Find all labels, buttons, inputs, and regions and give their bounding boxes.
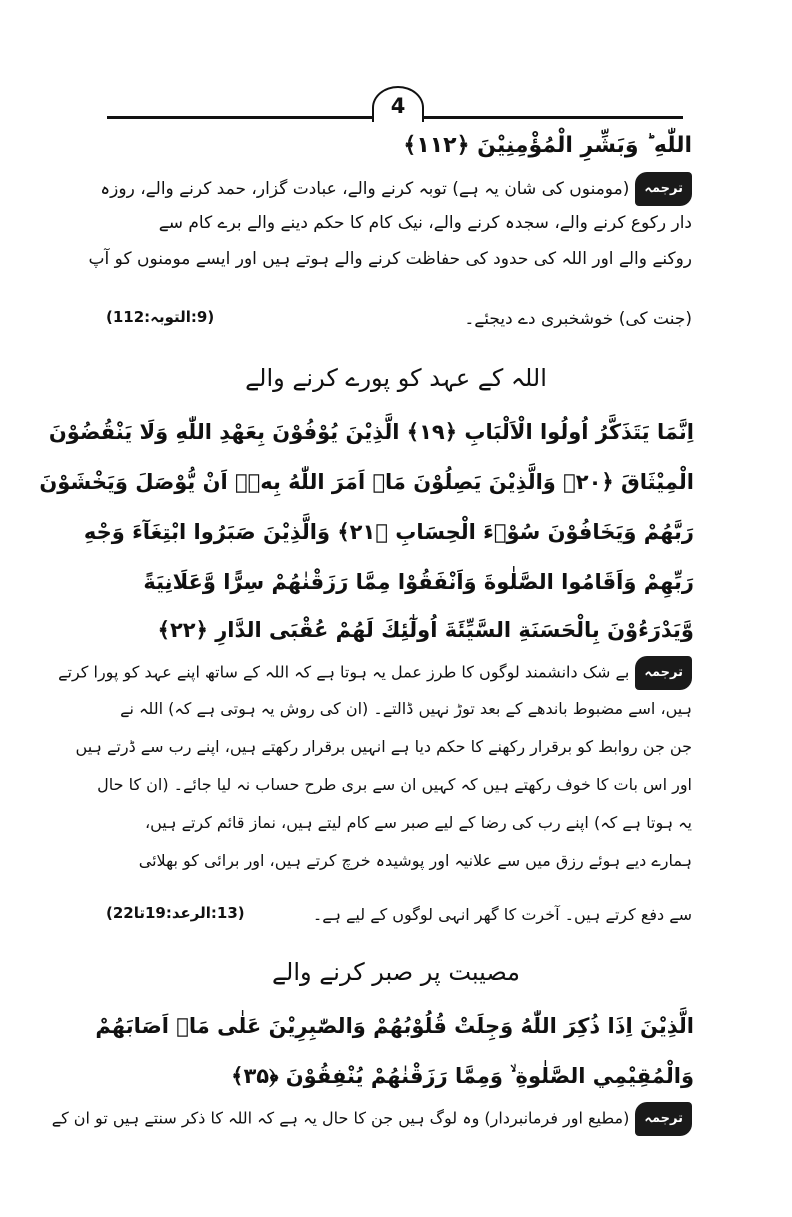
arabic-verse-line: اِنَّمَا يَتَذَكَّرُ اُولُوا الْاَلْبَابِ ﴿۱۹﴾ الَّذِيْنَ يُوْفُوْنَ بِعَهْدِ اللّٰهِ وَلَا يَنْقُضُوْنَ bbox=[48, 420, 694, 444]
translation-line: دار رکوع کرنے والے، سجدہ کرنے والے، نیک کام کا حکم دینے والے برے کام سے bbox=[158, 213, 692, 233]
translation-badge: ترجمہ bbox=[635, 172, 692, 206]
translation-line: ہیں، اسے مضبوط باندھے کے بعد توڑ نہیں ڈالتے۔ (ان کی روش یہ ہوتی ہے کہ) اللہ نے bbox=[120, 699, 692, 718]
translation-line: ترجمہ(مطیع اور فرمانبردار) وہ لوگ ہیں جن کا حال یہ ہے کہ اللہ کا ذکر سنتے ہیں تو ان کے bbox=[100, 1102, 692, 1136]
page-number: 4 bbox=[372, 86, 424, 122]
verse-reference: (13:الرعد:19تا22) bbox=[106, 904, 245, 922]
translation-line: یہ ہوتا ہے کہ) اپنے رب کی رضا کے لیے صبر سے کام لیتے ہیں، نماز قائم کرتے ہیں، bbox=[144, 813, 692, 832]
arabic-verse-line: رَبَّهُمْ وَيَخَافُوْنَ سُوْۤءَ الْحِسَابِ ﴿۲۱﴾ وَالَّذِيْنَ صَبَرُوا ابْتِغَآءَ وَجْهِ bbox=[83, 520, 694, 544]
translation-line: (جنت کی) خوشخبری دے دیجئے۔ bbox=[464, 309, 692, 329]
arabic-verse-line: وَالْمُقِيْمِي الصَّلٰوةِ ۙ وَمِمَّا رَزَقْنٰهُمْ يُنْفِقُوْنَ ﴿۳۵﴾ bbox=[231, 1064, 694, 1088]
arabic-verse-line: الْمِيْثَاقَ ﴿۲۰﴾ وَالَّذِيْنَ يَصِلُوْنَ مَاۤ اَمَرَ اللّٰهُ بِهٖۤ اَنْ يُّوْصَلَ وَيَخْشَوْنَ bbox=[39, 470, 694, 494]
translation-line: اور اس بات کا خوف رکھتے ہیں کہ کہیں ان سے بری طرح حساب نہ لیا جائے۔ (ان کا حال bbox=[97, 775, 692, 794]
translation-badge: ترجمہ bbox=[635, 1102, 692, 1136]
translation-line: جن جن روابط کو برقرار رکھنے کا حکم دیا ہے انہیں برقرار رکھتے ہیں، اپنے رب سے ڈرتے ہیں bbox=[75, 737, 692, 756]
translation-line: سے دفع کرتے ہیں۔ آخرت کا گھر انہی لوگوں کے لیے ہے۔ bbox=[312, 905, 692, 924]
translation-badge: ترجمہ bbox=[635, 656, 692, 690]
arabic-verse-line: الَّذِيْنَ اِذَا ذُكِرَ اللّٰهُ وَجِلَتْ قُلُوْبُهُمْ وَالصّٰبِرِيْنَ عَلٰى مَاۤ اَصَابَهُمْ bbox=[95, 1014, 694, 1038]
arabic-verse-line: وَّيَدْرَءُوْنَ بِالْحَسَنَةِ السَّيِّئَةَ اُولٰٓئِكَ لَهُمْ عُقْبَى الدَّارِ ﴿۲۲﴾ bbox=[157, 618, 694, 642]
translation-line: ترجمہ(مومنوں کی شان یہ ہے) توبہ کرنے والے، عبادت گزار، حمد کرنے والے، روزہ bbox=[102, 172, 692, 206]
translation-line: ترجمہبے شک دانشمند لوگوں کا طرز عمل یہ ہوتا ہے کہ اللہ کے ساتھ اپنے عہد کو پورا کرتے bbox=[100, 656, 692, 690]
verse-ending: اللّٰهِ ؕ وَبَشِّرِ الْمُؤْمِنِيْنَ ﴿۱۱۲﴾ bbox=[403, 133, 692, 158]
section-heading: اللہ کے عہد کو پورے کرنے والے bbox=[245, 364, 547, 392]
translation-line: روکنے والے اور اللہ کی حدود کی حفاظت کرنے والے ہوتے ہیں اور ایسے مومنوں کو آپ bbox=[88, 249, 692, 269]
section-heading: مصیبت پر صبر کرنے والے bbox=[271, 958, 521, 986]
arabic-verse-line: رَبِّهِمْ وَاَقَامُوا الصَّلٰوةَ وَاَنْفَقُوْا مِمَّا رَزَقْنٰهُمْ سِرًّا وَّعَلَانِيَةً bbox=[143, 570, 694, 594]
verse-reference: (9:التوبہ:112) bbox=[106, 308, 215, 326]
translation-line: ہمارے دیے ہوئے رزق میں سے علانیہ اور پوشیدہ خرچ کرتے ہیں، اور برائی کو بھلائی bbox=[138, 851, 692, 870]
